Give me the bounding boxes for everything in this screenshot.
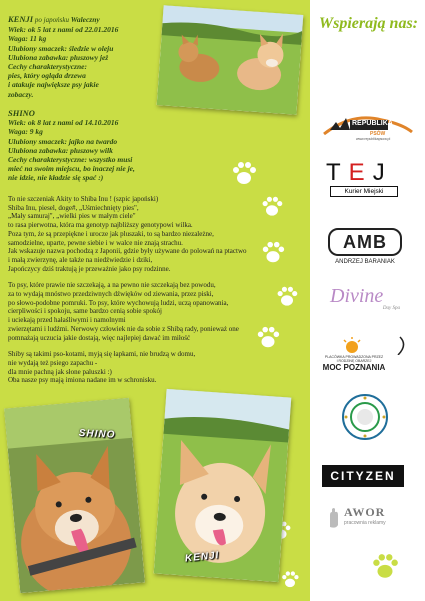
moc-name: MOC POZNANIA: [322, 363, 386, 372]
story-text: [8, 195, 306, 385]
shino-info: [8, 109, 208, 183]
republika-name: REPUBLIKA: [352, 120, 393, 127]
photo-tag-kenji: KENJI: [184, 549, 220, 565]
story-line: to rasa pierwotna, która ma genotyp najbliższy genotypowi wilka.: [8, 221, 193, 230]
tej-letter: E: [348, 159, 373, 186]
story-line: nie wydają też psiego zapachu -: [8, 358, 98, 367]
shino-line: Waga: 9 kg: [8, 127, 43, 137]
story-line: Shiby są takimi pso-kotami, myją się łapkami, nie brudzą w domu,: [8, 350, 196, 359]
story-line: samodzielne, uparte, pewne siebie i w walce nie znają strachu.: [8, 238, 183, 247]
logo-divine: [330, 285, 410, 319]
amb-mark: AMB: [328, 228, 402, 256]
story-line: po słowo-podobne pomruki. To psy, które wychowują ludzi, uczą opanowania,: [8, 298, 229, 307]
photo-kenji: [154, 389, 292, 582]
cityzen-name: CITYZEN: [330, 469, 396, 483]
shino-line: nie idzie, nie kładzie się spać :): [8, 173, 104, 183]
story-line: i małą zwierzynę, ale także na niedźwiedzie i dziki,: [8, 255, 153, 264]
kenji-line: Waga: 11 kg: [8, 34, 47, 44]
story-line: pomnażają uczucia jakie dostają, więc najlepiej dawać im miłość: [8, 333, 191, 342]
divine-name: Divine: [330, 285, 384, 307]
paw-icon: [280, 570, 300, 590]
kenji-line: pies, który ogląda drzewa: [8, 71, 86, 81]
moc-small-1: PLACÓWKA PROWADZONA PRZEZ: [324, 355, 384, 359]
shino-line: Ulubiona zabawka: pluszowy wilk: [8, 145, 113, 155]
kenji-name-lang: po japońsku: [34, 16, 69, 24]
kenji-line: Ulubiony smaczek: śledzie w oleju: [8, 43, 114, 53]
story-line: Oba nasze psy mają imiona nadane im w schronisku.: [8, 376, 157, 385]
sun-icon: [322, 335, 414, 355]
tej-sub: Kurier Miejski: [330, 186, 398, 197]
awor-hand-icon: [326, 507, 342, 529]
logo-amb: [328, 228, 404, 270]
republika-url: www.republikapsow.pl: [356, 137, 391, 141]
story-line: za to wydają mnóstwo przedziwnych dźwięków od ziewania, przez piski,: [8, 290, 214, 299]
story-line: Japończycy dziś traktują je przeważnie jako psy rodzinne.: [8, 264, 171, 273]
shino-name: SHINO: [8, 108, 35, 118]
kenji-line: i atakuje największe psy jakie: [8, 80, 99, 90]
tej-letter: T: [326, 159, 349, 186]
logo-cityzen: [322, 465, 404, 487]
story-line: zwierzętami i ludźmi. Nerwowy człowiek nie da sobie z Shibą rady, ponieważ one: [8, 324, 239, 333]
kenji-name: KENJI: [8, 14, 34, 24]
story-line: „Mały samuraj", „wielki pies w małym ciele": [8, 212, 136, 221]
tej-letter: J: [372, 159, 393, 186]
shino-line: Ulubiony smaczek: jajko na twardo: [8, 136, 118, 146]
logo-awor: [326, 505, 414, 535]
shino-line: mieć na swoim miejscu, bo inaczej nie je,: [8, 164, 135, 174]
logo-moc-poznania: [322, 335, 414, 380]
story-line: dla mnie pachną jak słone paluszki :): [8, 367, 112, 376]
kenji-line: Ulubiona zabawka: pluszowy jeż: [8, 52, 109, 62]
kenji-info: [8, 15, 183, 99]
story-line: i uciekają przed hałaśliwymi i namolnymi: [8, 316, 126, 325]
paw-icon: [370, 552, 400, 582]
story-line: To psy, które prawie nie szczekają, a na pewno nie szczekają bez powodu,: [8, 281, 216, 290]
kenji-line: Cechy charakterystyczne:: [8, 62, 87, 72]
photo-tag-shino: SHINO: [78, 427, 116, 441]
shino-line: Cechy charakterystyczne: wszystko musi: [8, 155, 133, 165]
kenji-line: zobaczy.: [8, 89, 34, 99]
republika-sub: PSÓW: [370, 131, 386, 137]
kenji-line: Wiek: ok 5 lat z nami od 22.01.2016: [8, 25, 119, 35]
logo-republika-psow: [322, 108, 414, 144]
story-line: cierpliwości i spokoju, same bardzo cenią sobie spokój: [8, 307, 162, 316]
awor-sub: pracownia reklamy: [344, 520, 386, 526]
story-line: Poza tym, że są przepiękne i urocze jak pluszaki, to są bardzo niezależne,: [8, 229, 214, 238]
story-line: Shiba Inu, piesel, doge#, „Uśmiechnięty pies",: [8, 203, 139, 212]
story-line: Jak wskazuje nazwa pochodzą z Japonii, gdzie były używane do polowań na ptactwo: [8, 247, 247, 256]
logo-tej: [326, 160, 406, 200]
story-line: To nie szczeniak Akity to Shiba Inu ! (szpic japoński): [8, 195, 159, 203]
amb-sub: ANDRZEJ BARANIAK: [335, 259, 395, 265]
logo-emblem: [340, 392, 390, 442]
kenji-name-meaning: Waleczny: [70, 15, 100, 24]
divine-sub: Day Spa: [382, 306, 400, 311]
sponsors-title: Wspierają nas:: [318, 15, 418, 32]
shino-line: Wiek: ok 8 lat z nami od 14.10.2016: [8, 118, 119, 128]
paw-icon: [230, 160, 258, 188]
awor-name: AWOR: [344, 505, 386, 519]
photo-shino: [4, 398, 145, 593]
moc-small-2: I RODZINĘ OBARZEJ: [336, 359, 372, 363]
